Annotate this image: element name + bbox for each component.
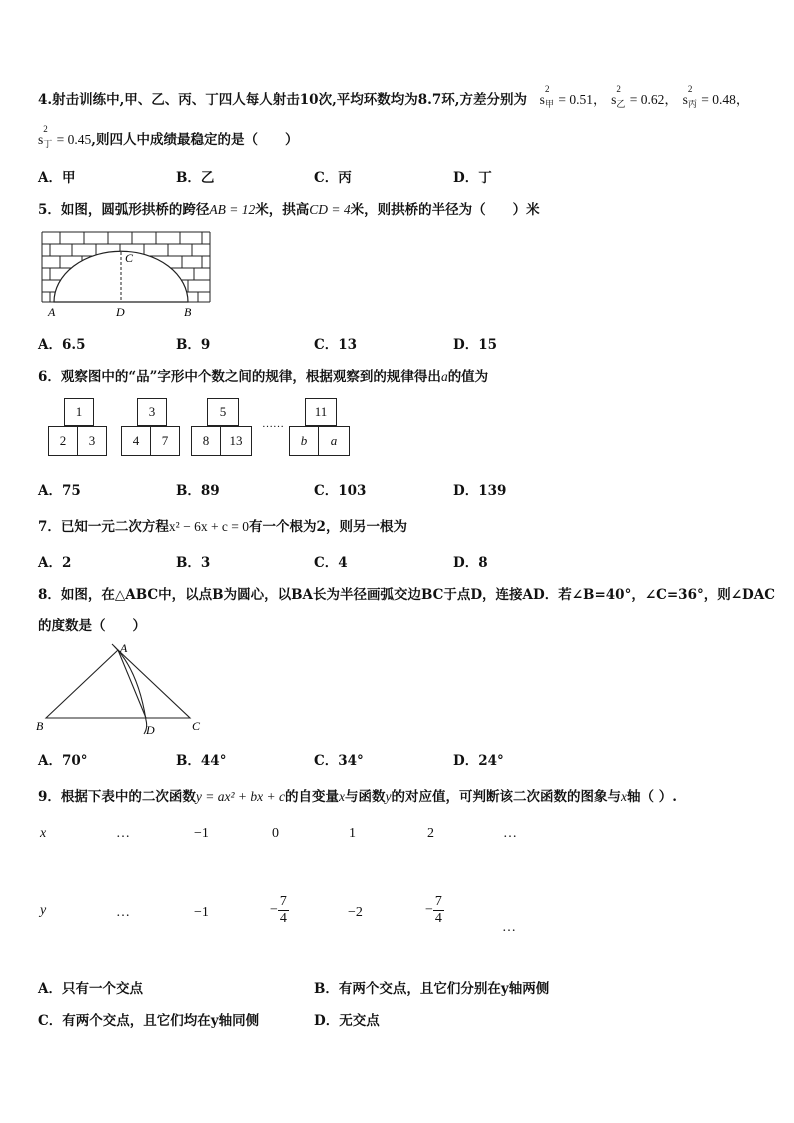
q8-label-a: A <box>120 641 128 655</box>
q9-row-x-header: x <box>40 826 47 841</box>
q6-variable-a: a <box>440 369 448 384</box>
q7-equation: x² − 6x + c = 0 <box>168 519 250 534</box>
q4-stem-text: 4.射击训练中,甲、乙、丙、丁四人每人射击10次,平均环数均为8.7环,方差分别为 <box>38 92 527 108</box>
q9-row-y-cell: −1 <box>194 905 209 920</box>
q6-option-c[interactable]: C．103 <box>314 483 367 499</box>
q5-label-a: A <box>48 305 56 319</box>
q6-group4-left: b <box>289 426 319 456</box>
q6-group2-top: 3 <box>137 398 167 426</box>
q4-option-a[interactable]: A．甲 <box>38 170 76 186</box>
q6-option-d[interactable]: D．139 <box>453 483 507 499</box>
q9-row-x-cell: −1 <box>194 826 209 841</box>
q6-option-a[interactable]: A．75 <box>38 483 81 499</box>
q8-option-c[interactable]: C．34° <box>314 753 364 769</box>
q5-label-c: C <box>125 251 134 265</box>
q9-row-y-cell: −2 <box>348 905 363 920</box>
q7-option-d[interactable]: D．8 <box>453 555 488 571</box>
q6-group2-right: 7 <box>150 426 180 456</box>
q6-group3-left: 8 <box>191 426 221 456</box>
q5-option-d[interactable]: D．15 <box>453 337 497 353</box>
q8-stem-line1: 8．如图，在△ABC中，以点B为圆心，以BA长为半径画弧交边BC于点D，连接AD．若∠B=40°，∠C=36°，则∠DAC <box>38 587 775 603</box>
q4-variance-jia: s 2 甲 = 0.51， <box>539 84 607 109</box>
q5-label-d: D <box>116 305 125 319</box>
q4-stem-line2 <box>38 124 299 149</box>
q5-span-ab: AB = 12 <box>209 202 256 217</box>
q4-variance-ding: s 2 丁 = 0.45 <box>38 124 92 149</box>
q9-row-y-cell: … <box>116 905 130 920</box>
q6-ellipsis: …… <box>262 418 284 430</box>
q5-bridge-figure <box>38 228 218 320</box>
q9-row-x-cell: 0 <box>272 826 279 841</box>
q9-function: y = ax² + bx + c <box>195 789 286 804</box>
q6-group4-right: a <box>318 426 350 456</box>
q8-label-b: B <box>36 719 44 733</box>
q6-group3-right: 13 <box>220 426 252 456</box>
q5-height-cd: CD = 4 <box>309 202 351 217</box>
q9-row-x-cell: 2 <box>427 826 434 841</box>
q4-option-c[interactable]: C．丙 <box>314 170 352 186</box>
q9-row-y-cell-fraction: − $\frac{7}{4}$ <box>270 894 287 926</box>
q5-label-b: B <box>184 305 192 319</box>
q7-option-a[interactable]: A．2 <box>38 555 72 571</box>
q6-group3-top: 5 <box>207 398 239 426</box>
q8-stem-line2: 的度数是（ ） <box>38 618 146 634</box>
q9-option-b[interactable]: B．有两个交点，且它们分别在y轴两侧 <box>314 981 550 997</box>
q4-variance-bing: s 2 丙 = 0.48， <box>682 84 750 109</box>
q6-option-b[interactable]: B．89 <box>176 483 220 499</box>
q9-row-x-cell: … <box>503 826 517 841</box>
q4-stem-line1 <box>38 84 750 109</box>
q9-option-a[interactable]: A．只有一个交点 <box>38 981 143 997</box>
q5-option-a[interactable]: A．6.5 <box>38 337 86 353</box>
q5-option-c[interactable]: C．13 <box>314 337 358 353</box>
q8-triangle-figure <box>34 640 210 740</box>
q7-option-c[interactable]: C．4 <box>314 555 348 571</box>
q8-option-d[interactable]: D．24° <box>453 753 504 769</box>
q6-group4-top: 11 <box>305 398 337 426</box>
q8-label-d: D <box>146 723 155 737</box>
q4-question-tail: ,则四人中成绩最稳定的是（ ） <box>91 132 299 148</box>
q9-row-x-cell: 1 <box>349 826 356 841</box>
q8-option-a[interactable]: A．70° <box>38 753 88 769</box>
q6-group1-top: 1 <box>64 398 94 426</box>
q9-row-x-cell: … <box>116 826 130 841</box>
q5-option-b[interactable]: B．9 <box>176 337 211 353</box>
q9-option-c[interactable]: C．有两个交点，且它们均在y轴同侧 <box>38 1013 260 1029</box>
q6-group1-right: 3 <box>77 426 107 456</box>
q9-row-y-header: y <box>40 903 47 918</box>
q8-label-c: C <box>192 719 201 733</box>
q5-stem: 5．如图，圆弧形拱桥的跨径AB = 12米，拱高CD = 4米，则拱桥的半径为（ ）米 <box>38 202 540 218</box>
q4-variance-yi: s 2 乙 = 0.62， <box>611 84 678 109</box>
q4-option-b[interactable]: B．乙 <box>176 170 215 186</box>
q4-option-d[interactable]: D．丁 <box>453 170 492 186</box>
q9-option-d[interactable]: D．无交点 <box>314 1013 380 1029</box>
q9-row-y-cell-fraction: − $\frac{7}{4}$ <box>425 894 442 926</box>
q6-stem: 6．观察图中的“品”字形中个数之间的规律，根据观察到的规律得出a的值为 <box>38 369 489 385</box>
q6-group1-left: 2 <box>48 426 78 456</box>
q9-stem: 9．根据下表中的二次函数y = ax² + bx + c的自变量x与函数y的对应值，可判断该二次函数的图象与x轴（ ）. <box>38 789 677 805</box>
q6-group2-left: 4 <box>121 426 151 456</box>
q7-option-b[interactable]: B．3 <box>176 555 211 571</box>
q7-stem: 7．已知一元二次方程x² − 6x + c = 0有一个根为2，则另一根为 <box>38 519 407 535</box>
q8-option-b[interactable]: B．44° <box>176 753 227 769</box>
q9-row-y-cell: … <box>502 920 516 935</box>
